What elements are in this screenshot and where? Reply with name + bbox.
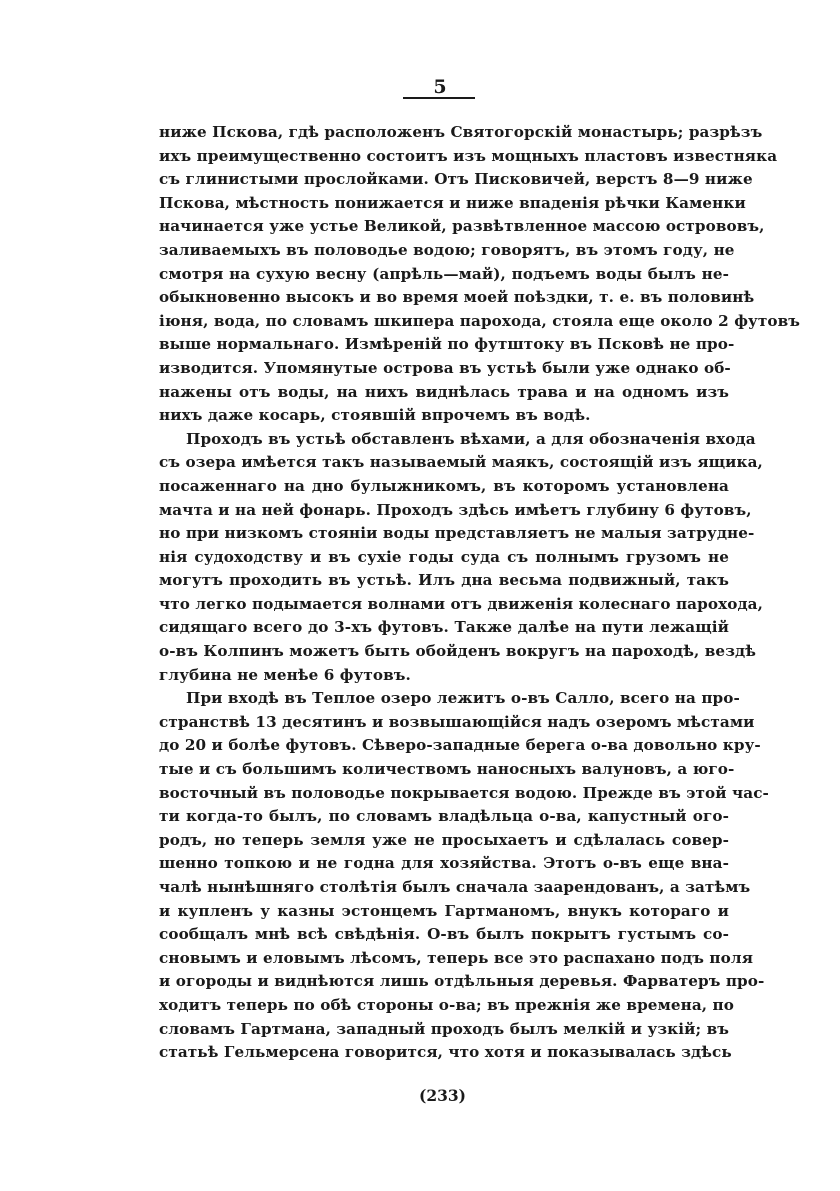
text-line: странствѣ 13 десятинъ и возвышающійся надъ озеромъ мѣстами (159, 712, 755, 731)
text-line: шенно топкою и не годна для хозяйства. Этотъ о-въ еще вна- (159, 854, 729, 873)
text-line: могутъ проходить въ устьѣ. Илъ дна весьма подвижный, такъ (159, 571, 729, 590)
page-number-rule (403, 97, 475, 99)
text-line: іюня, вода, по словамъ шкипера парохода, стояла еще около 2 футовъ (159, 311, 800, 330)
text-line: словамъ Гартмана, западный проходъ былъ мелкій и узкій; въ (159, 1019, 729, 1038)
text-line: заливаемыхъ въ половодье водою; говорятъ, въ этомъ году, не (159, 240, 735, 259)
text-line: и огороды и виднѣются лишь отдѣльныя деревья. Фарватеръ про- (159, 972, 765, 991)
text-line: нажены отъ воды, на нихъ виднѣлась трава и на одномъ изъ (159, 382, 729, 401)
text-line: начинается уже устье Великой, развѣтвленное массою острововъ, (159, 217, 765, 236)
text-line: ниже Пскова, гдѣ расположенъ Святогорскій монастырь; разрѣзъ (159, 123, 763, 141)
text-line: обыкновенно высокъ и во время моей поѣздки, т. е. въ половинѣ (159, 288, 755, 307)
text-line: смотря на сухую весну (апрѣль—май), подъемъ воды былъ не- (159, 264, 729, 283)
text-line: и купленъ у казны эстонцемъ Гартманомъ, внукъ котораго и (159, 901, 729, 920)
signature-mark: (233) (418, 1086, 467, 1105)
text-line: съ озера имѣется такъ называемый маякъ, состоящій изъ ящика, (159, 453, 763, 472)
text-line: съ глинистыми прослойками. Отъ Писковичей, верстъ 8—9 ниже (159, 170, 753, 189)
text-line: ихъ преимущественно состоитъ изъ мощныхъ пластовъ известняка (159, 146, 778, 165)
text-line: нихъ даже косарь, стоявшій впрочемъ въ водѣ. (159, 406, 591, 425)
text-line: статьѣ Гельмерсена говорится, что хотя и показывалась здѣсь (159, 1043, 732, 1062)
text-line: ходитъ теперь по обѣ стороны о-ва; въ прежнія же времена, по (159, 995, 735, 1014)
body-text (159, 121, 800, 1065)
text-line: но при низкомъ стояніи воды представляетъ не малыя затрудне- (159, 524, 755, 543)
text-line: до 20 и болѣе футовъ. Сѣверо-западные берега о-ва довольно кру- (159, 736, 761, 755)
text-line: тые и съ большимъ количествомъ наносныхъ валуновъ, а юго- (159, 760, 735, 779)
text-line: Проходъ въ устьѣ обставленъ вѣхами, а для обозначенія входа (186, 429, 756, 448)
text-line: о-въ Колпинъ можетъ быть обойденъ вокругъ на пароходѣ, вездѣ (159, 642, 756, 661)
text-line: выше нормальнаго. Измѣреній по футштоку въ Псковѣ не про- (159, 335, 735, 354)
text-line: сновымъ и еловымъ лѣсомъ, теперь все это распахано подъ поля (159, 948, 754, 967)
text-line: сидящаго всего до 3-хъ футовъ. Также далѣе на пути лежащій (159, 618, 729, 637)
text-line: родъ, но теперь земля уже не просыхаетъ и сдѣлалась совер- (159, 830, 729, 849)
text-line: что легко подымается волнами отъ движенія колеснаго парохода, (159, 594, 764, 613)
text-line: При входѣ въ Теплое озеро лежитъ о-въ Салло, всего на про- (186, 689, 740, 708)
text-line: мачта и на ней фонарь. Проходъ здѣсь имѣетъ глубину 6 футовъ, (159, 500, 752, 519)
text-line: сообщалъ мнѣ всѣ свѣдѣнія. О-въ былъ покрытъ густымъ со- (159, 925, 729, 944)
text-line: Пскова, мѣстность понижается и ниже впаденія рѣчки Каменки (159, 193, 746, 212)
text-line: нія судоходству и въ сухіе годы суда съ полнымъ грузомъ не (159, 547, 729, 566)
page-number: 5 (433, 76, 447, 98)
text-line: чалѣ нынѣшняго столѣтія былъ сначала заарендованъ, а затѣмъ (159, 878, 751, 896)
text-line: глубина не менѣе 6 футовъ. (159, 665, 411, 684)
text-line: ти когда-то былъ, по словамъ владѣльца о-ва, капустный ого- (159, 807, 729, 826)
text-line: восточный въ половодье покрывается водою. Прежде въ этой час- (159, 783, 769, 802)
text-line: изводится. Упомянутые острова въ устьѣ были уже однако об- (159, 358, 731, 377)
text-line: посаженнаго на дно булыжникомъ, въ которомъ установлена (159, 476, 729, 495)
